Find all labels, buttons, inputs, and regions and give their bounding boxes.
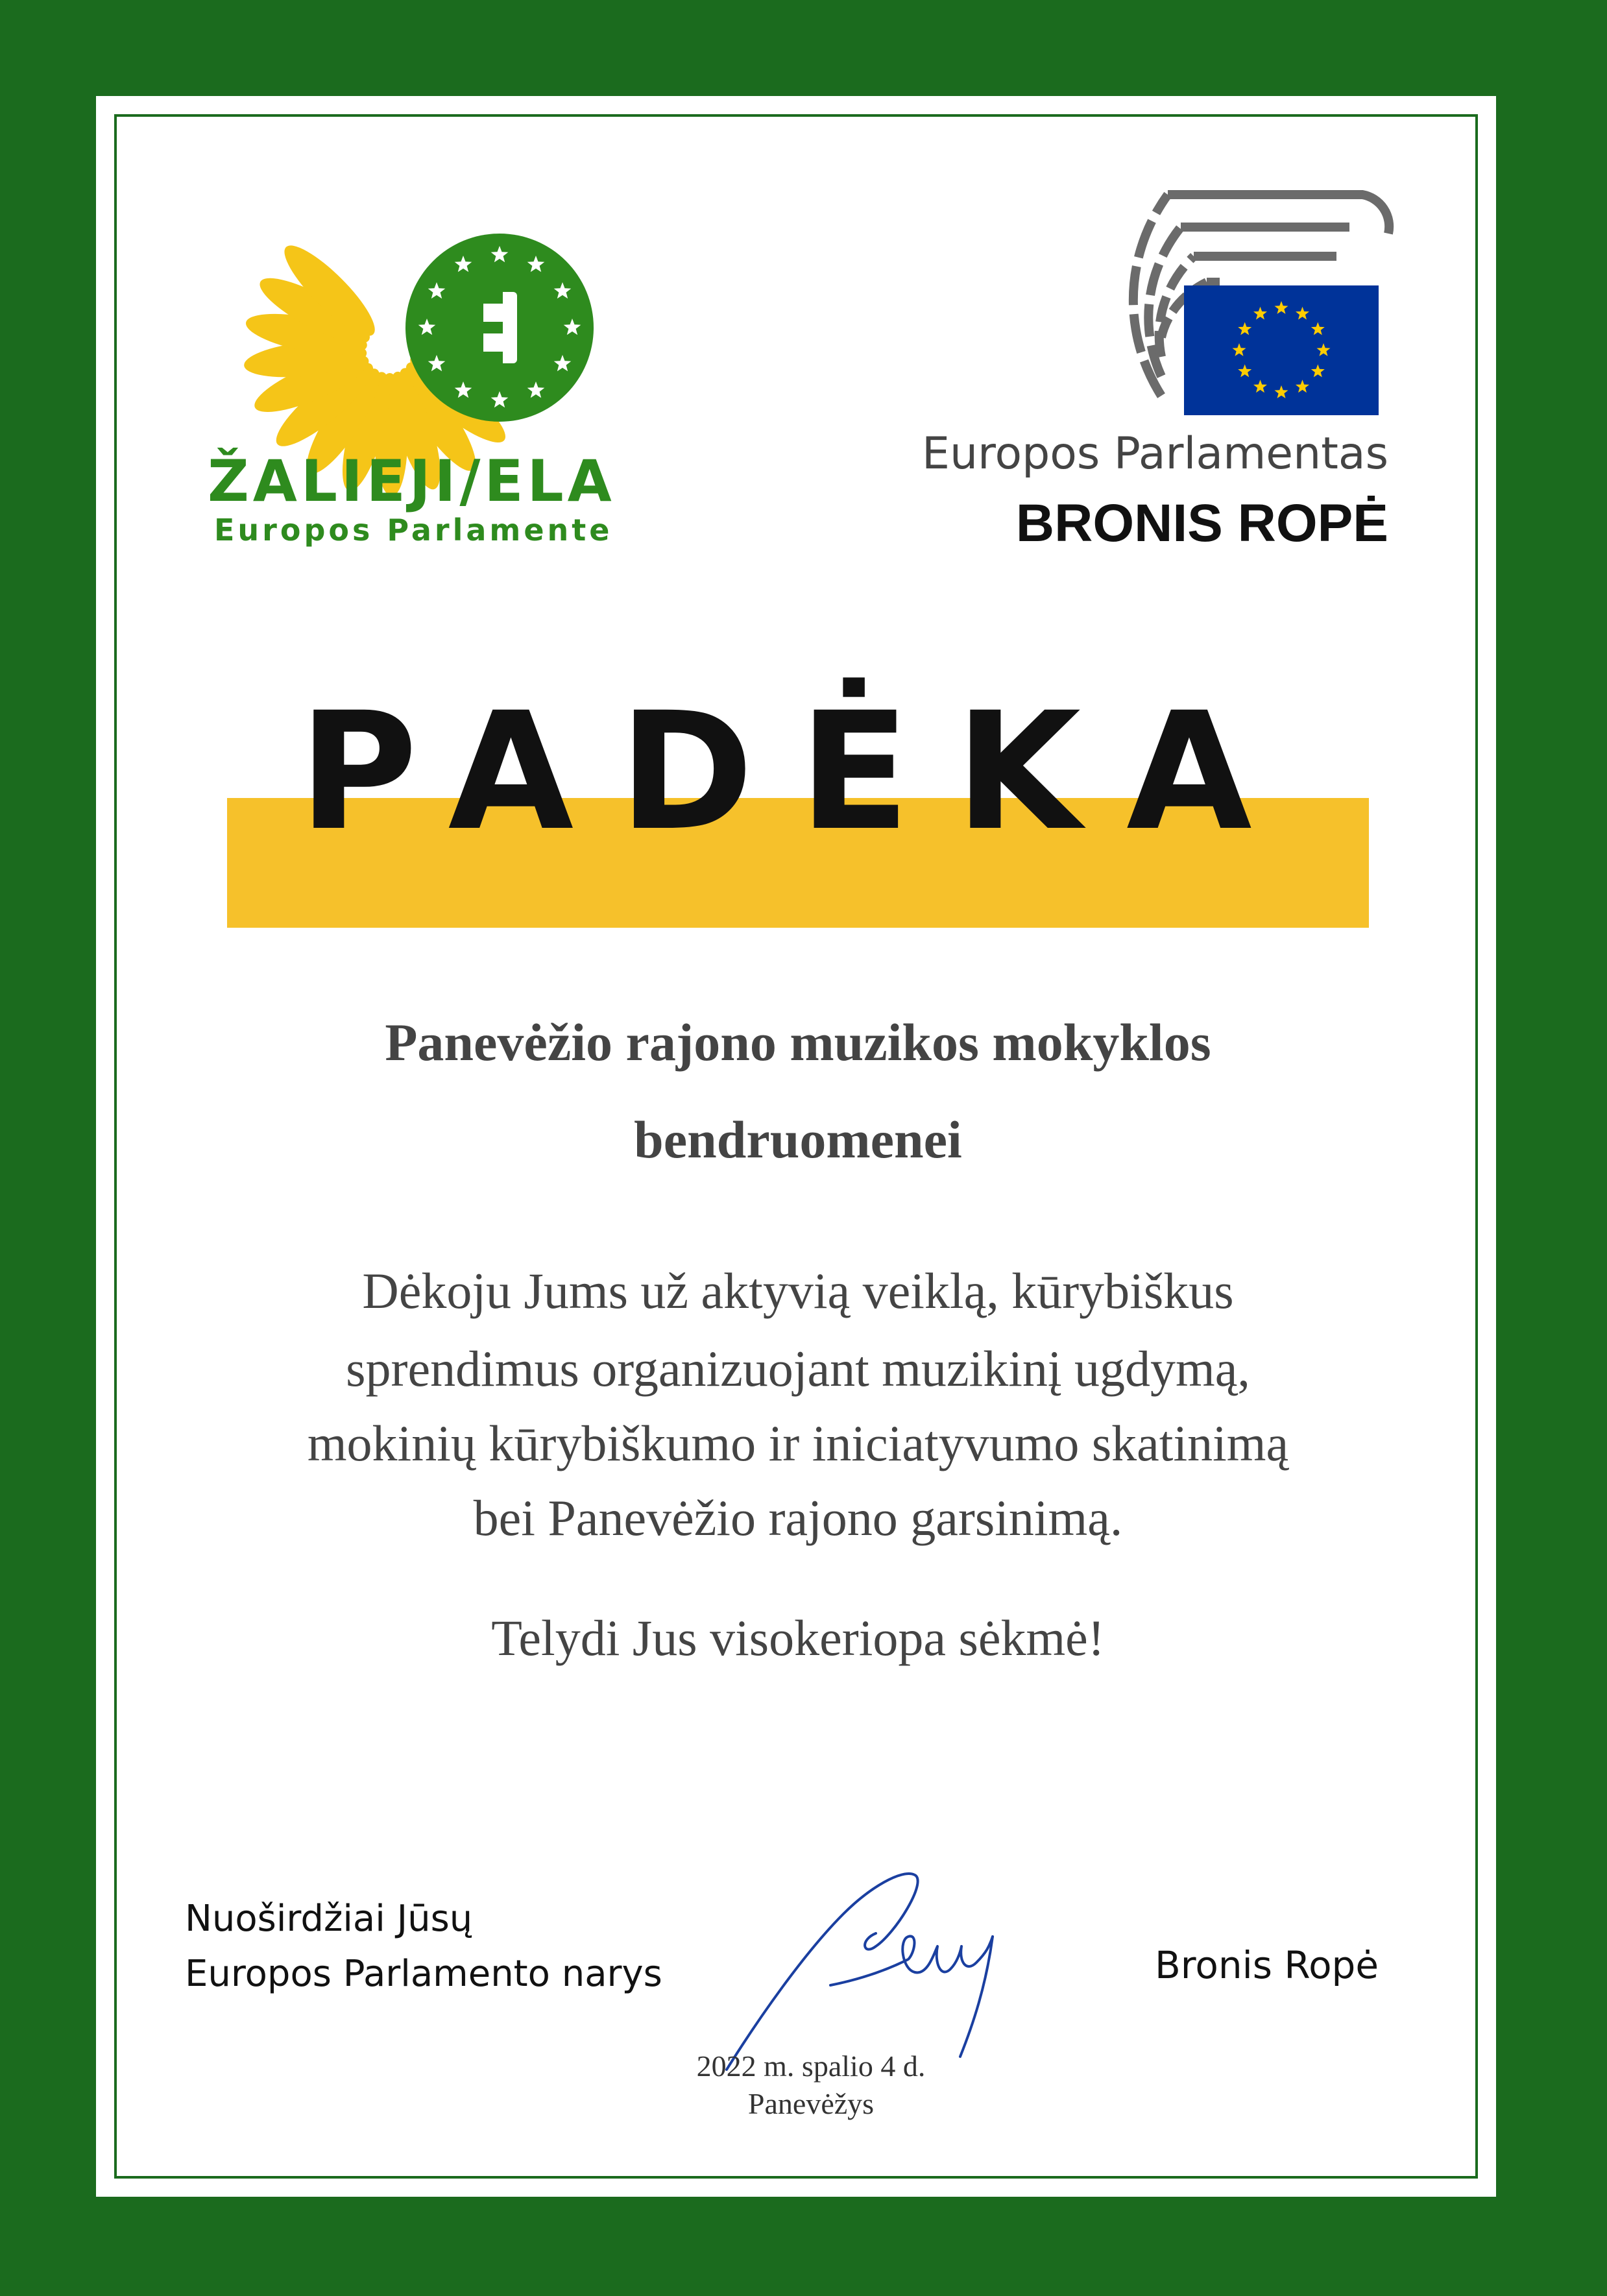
signer-name: Bronis Ropė <box>1155 1943 1379 1987</box>
green-party-subtitle: Europos Parlamente <box>214 513 613 548</box>
date-text: 2022 m. spalio 4 d. <box>696 2049 926 2083</box>
recipient-line-1: Panevėžio rajono muzikos mokyklos <box>385 1013 1211 1072</box>
body-line-4: bei Panevėžio rajono garsinimą. <box>473 1490 1123 1546</box>
signer-role: Europos Parlamento narys <box>185 1953 662 1995</box>
ep-name: Europos Parlamentas <box>921 428 1388 479</box>
hemicycle-eu-flag-logo-icon <box>947 175 1395 428</box>
certificate-title: PADĖKA <box>298 677 1298 866</box>
body-line-2: sprendimus organizuojant muzikinį ugdymą, <box>346 1340 1250 1397</box>
wish-line: Telydi Jus visokeriopa sėkmė! <box>491 1610 1105 1666</box>
handwritten-signature-icon <box>720 1855 1057 2076</box>
closing-text: Nuoširdžiai Jūsų <box>185 1898 473 1940</box>
body-line-3: mokinių kūrybiškumo ir iniciatyvumo skatinimą <box>307 1415 1289 1471</box>
recipient-line-2: bendruomenei <box>634 1110 962 1169</box>
body-line-1: Dėkoju Jums už aktyvią veiklą, kūrybiškus <box>362 1263 1234 1319</box>
ep-person: BRONIS ROPĖ <box>1015 494 1388 553</box>
place-text: Panevėžys <box>747 2087 875 2120</box>
green-party-name: ŽALIEJI/ELA <box>208 448 616 514</box>
